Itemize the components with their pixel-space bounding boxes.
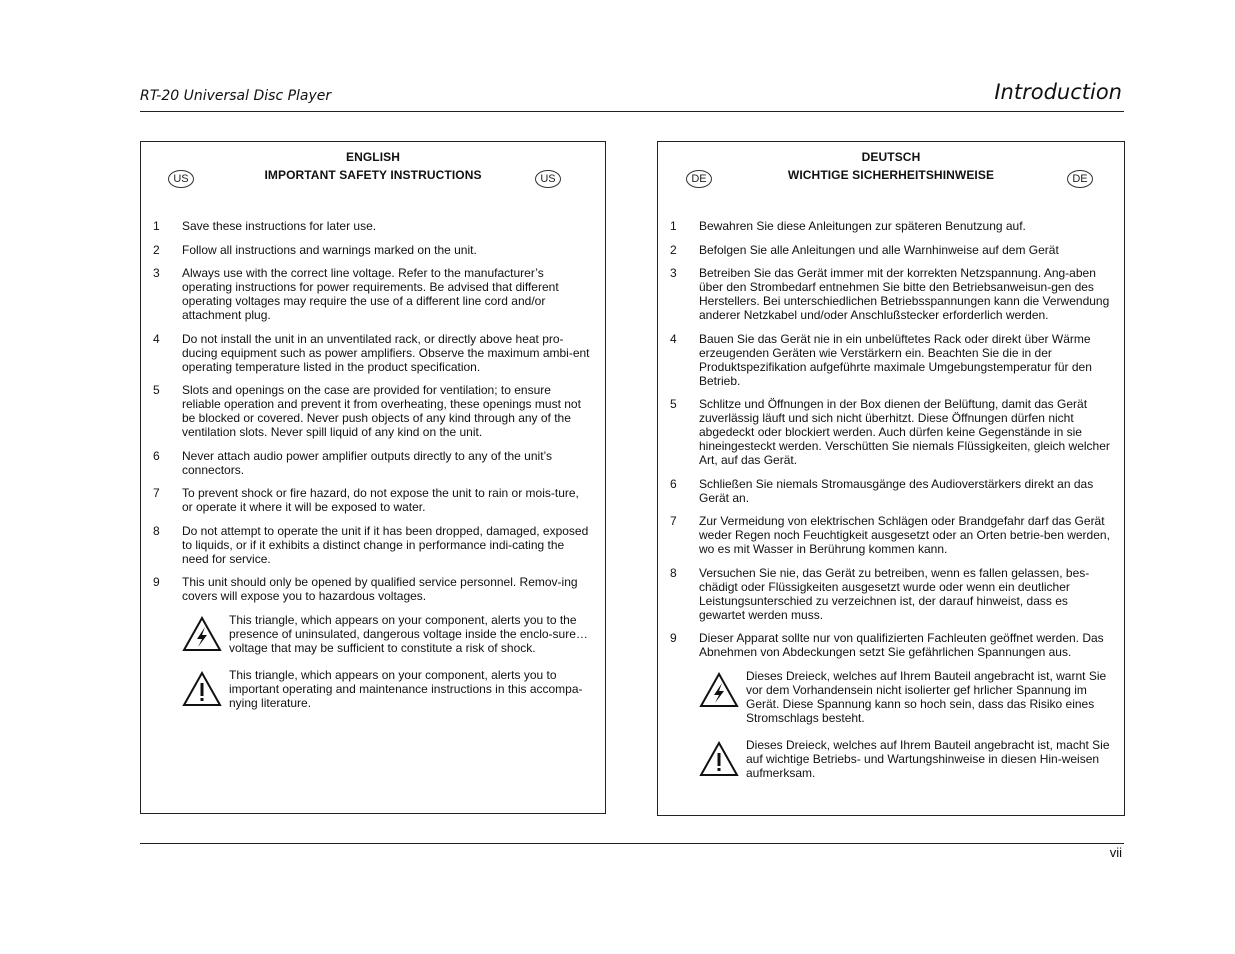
voltage-warning <box>182 613 591 655</box>
exclamation-triangle-icon <box>182 668 222 707</box>
item-number: 8 <box>153 523 160 538</box>
item-text: Bewahren Sie diese Anleitungen zur späteren Benutzung auf. <box>699 219 1026 233</box>
list-item <box>153 524 591 566</box>
list-item <box>670 266 1110 322</box>
language-label: DEUTSCH <box>861 150 921 164</box>
item-text: Dieser Apparat sollte nur von qualifizierten Fachleuten geöffnet werden. Das Abnehmen von Abdeckungen setzt Sie gefährlichen Spannungen aus. <box>699 631 1104 659</box>
item-number: 1 <box>670 219 677 233</box>
warning-text: This triangle, which appears on your component, alerts you to important operating and maintenance instructions in this accompa-nying literature. <box>229 667 583 710</box>
instruction-list <box>670 219 1110 793</box>
item-number: 3 <box>153 266 160 280</box>
item-text: Schlitze und Öffnungen in der Box dienen der Belüftung, damit das Gerät zuverlässig läuft und sich nicht überhitzt. Diese Öffnungen dürfen nicht abgedeckt oder blockiert werden. Auch dürfen keine Gegenstände in sie hineingesteckt werden. Verschütten Sie niemals Flüssigkeiten, gleich welcher Art, auf das Gerät. <box>699 397 1110 467</box>
item-text: Befolgen Sie alle Anleitungen und alle Warnhinweise auf dem Gerät <box>699 242 1059 257</box>
item-number: 9 <box>670 631 677 645</box>
list-item <box>153 575 591 603</box>
warning-text: Dieses Dreieck, welches auf Ihrem Bauteil angebracht ist, warnt Sie vor dem Vorhandensein nicht isolierter gef hrlicher Spannung im Gerät. Diese Spannung kann so hoch sein, dass das Risiko eines Stromschlags besteht. <box>746 668 1107 725</box>
list-item <box>153 383 591 439</box>
item-number: 7 <box>670 514 677 528</box>
item-number: 7 <box>153 486 160 500</box>
lightning-triangle-icon <box>182 613 222 652</box>
item-number: 5 <box>153 383 160 397</box>
document-title: RT-20 Universal Disc Player <box>140 88 332 104</box>
english-safety-panel <box>140 141 606 814</box>
voltage-warning <box>699 669 1110 725</box>
list-item <box>153 219 591 233</box>
panel-heading: WICHTIGE SICHERHEITSHINWEISE <box>787 168 995 182</box>
german-safety-panel <box>657 141 1125 816</box>
item-number: 1 <box>153 219 160 233</box>
list-item <box>670 397 1110 467</box>
item-text: Never attach audio power amplifier outputs directly to any of the unit’s connectors. <box>182 448 552 477</box>
item-text: This unit should only be opened by qualified service personnel. Remov-ing covers will expose you to hazardous voltages. <box>182 575 578 603</box>
instructions-warning <box>182 668 591 710</box>
lightning-triangle-icon <box>699 669 739 708</box>
item-number: 5 <box>670 397 677 411</box>
item-text: Bauen Sie das Gerät nie in ein unbelüftetes Rack oder direkt über Wärme erzeugenden Geräten wie Verstärkern ein. Beachten Sie die in der Produktspezifikation aufgeführte maximale Umgebungstemperatur für den Betrieb. <box>699 331 1092 388</box>
country-badge-left: DE <box>686 170 712 188</box>
list-item <box>670 477 1110 505</box>
list-item <box>670 243 1110 257</box>
item-text: Zur Vermeidung von elektrischen Schlägen oder Brandgefahr darf das Gerät weder Regen noch Feuchtigkeit ausgesetzt oder an Orten betrie-ben werden, wo es mit Wasser in Berührung kommen kann. <box>699 514 1110 556</box>
item-text: Save these instructions for later use. <box>182 219 377 233</box>
section-title: Introduction <box>994 80 1122 104</box>
item-text: Always use with the correct line voltage. Refer to the manufacturer’s operating instructions for power requirements. Be advised that different operating voltages may require the use of a different line cord and/or attachment plug. <box>182 266 559 322</box>
list-item <box>670 514 1110 556</box>
list-item <box>670 631 1110 659</box>
list-item <box>153 243 591 257</box>
item-number: 3 <box>670 266 677 280</box>
list-item <box>153 266 591 322</box>
list-item <box>670 219 1110 233</box>
country-badge-right: US <box>535 170 561 188</box>
warning-text: This triangle, which appears on your component, alerts you to the presence of uninsulated, dangerous voltage inside the enclo-sure…voltage that may be sufficient to constitute a risk of shock. <box>229 612 588 655</box>
instruction-list <box>153 219 591 723</box>
language-label: ENGLISH <box>345 150 401 164</box>
item-number: 8 <box>670 565 677 580</box>
item-text: Betreiben Sie das Gerät immer mit der korrekten Netzspannung. Ang-aben über den Strombedarf entnehmen Sie bitte den Betriebsanweisun-gen des Herstellers. Bei unterschiedlichen Betriebsspannungen kann die Verwendung anderer Netzkabel und/oder Anschlußstecker erforderlich werden. <box>699 266 1110 322</box>
item-number: 4 <box>153 331 160 346</box>
footer-rule <box>140 843 1124 844</box>
list-item <box>670 332 1110 388</box>
item-text: Schließen Sie niemals Stromausgänge des Audioverstärkers direkt an das Gerät an. <box>699 476 1094 505</box>
item-number: 6 <box>153 448 160 463</box>
instructions-warning <box>699 738 1110 780</box>
list-item <box>670 566 1110 622</box>
item-number: 2 <box>153 242 160 257</box>
item-text: Do not attempt to operate the unit if it has been dropped, damaged, exposed to liquids, or if it exhibits a distinct change in performance indi-cating the need for service. <box>182 523 589 566</box>
warning-text: Dieses Dreieck, welches auf Ihrem Bauteil angebracht ist, macht Sie auf wichtige Betriebs- und Wartungshinweise in diesen Hin-weisen aufmerksam. <box>746 737 1110 780</box>
item-text: Versuchen Sie nie, das Gerät zu betreiben, wenn es fallen gelassen, bes-chädigt oder Flüssigkeiten ausgesetzt wurde oder wenn ein deutlicher Leistungsunterschied zu verzeichnen ist, der darauf hinweist, dass es gewartet werden muss. <box>699 565 1090 622</box>
country-badge-left: US <box>168 170 194 188</box>
item-text: To prevent shock or fire hazard, do not expose the unit to rain or mois-ture, or operate it where it will be exposed to water. <box>182 486 579 514</box>
list-item <box>153 486 591 514</box>
item-text: Do not install the unit in an unventilated rack, or directly above heat pro-ducing equipment such as power amplifiers. Observe the maximum ambi-ent operating temperature listed in the product specification. <box>182 331 590 374</box>
header-rule <box>140 111 1124 112</box>
item-number: 9 <box>153 575 160 589</box>
list-item <box>153 449 591 477</box>
exclamation-triangle-icon <box>699 738 739 777</box>
item-number: 6 <box>670 476 677 491</box>
item-number: 2 <box>670 242 677 257</box>
list-item <box>153 332 591 374</box>
item-text: Slots and openings on the case are provided for ventilation; to ensure reliable operation and prevent it from overheating, these openings must not be blocked or covered. Never push objects of any kind through any of the ventilation slots. Never spill liquid of any kind on the unit. <box>182 383 581 439</box>
country-badge-right: DE <box>1067 170 1093 188</box>
item-number: 4 <box>670 331 677 346</box>
item-text: Follow all instructions and warnings marked on the unit. <box>182 242 477 257</box>
panel-heading: IMPORTANT SAFETY INSTRUCTIONS <box>264 168 482 182</box>
page-number: vii <box>1109 845 1122 860</box>
